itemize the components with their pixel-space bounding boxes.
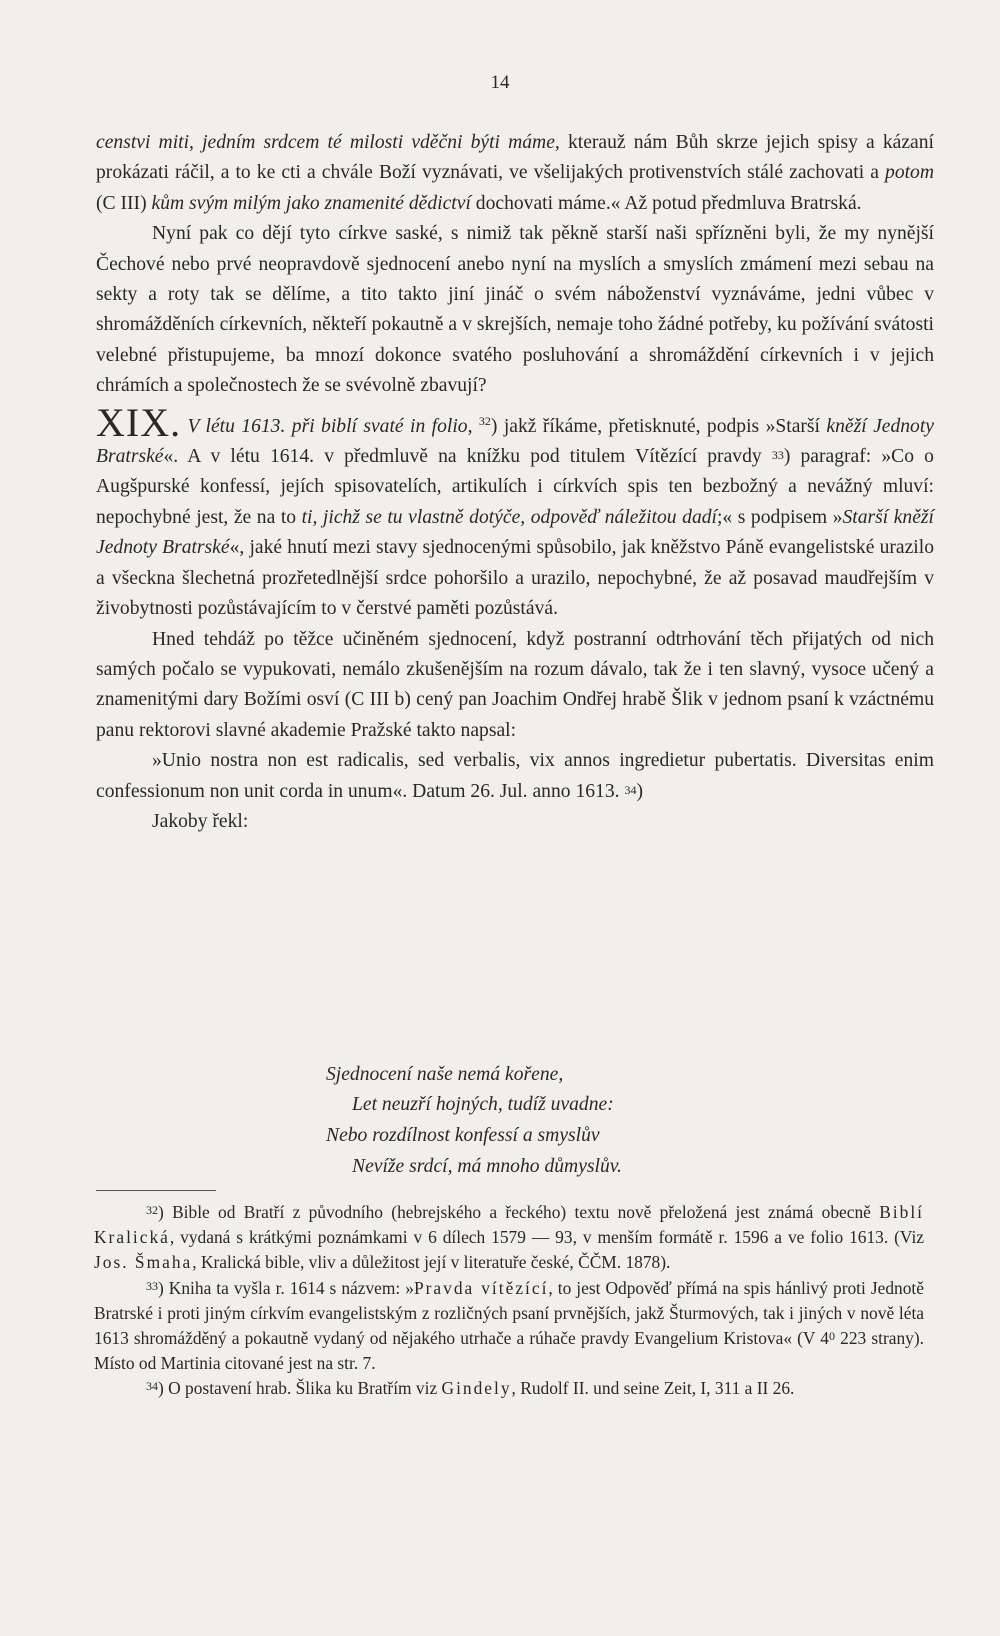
paragraph-jakoby: Jakoby řekl: <box>152 810 249 832</box>
text-run: ) Kniha ta vyšla r. 1614 s názvem: » <box>158 1277 414 1298</box>
footnote-33 <box>94 1276 924 1377</box>
footnote-number: 34 <box>146 1379 158 1394</box>
text-run: ) O postavení hrab. Šlika ku Bratřím viz <box>158 1378 442 1399</box>
verse-line: Nevíže srdcí, má mnoho důmyslův. <box>352 1156 622 1177</box>
italic-phrase: kům svým milým jako znamenité dědictví <box>151 192 471 214</box>
verse-line: Nebo rozdílnost konfessí a smyslův <box>326 1125 600 1146</box>
paragraph-saxon-churches: Nyní pak co dějí tyto církve saské, s nimiž tak pěkně starší naši spřízněni byli, že my nynější Čechové nebo prvé neopravdově sjednocení anebo nyní na myslích a smyslích zmámení mezi sebau na sekty a roty tak se dělíme, a tito takto jiní jináč o svém náboženství vyznáváme, jedni vůbec v shromážděních církevních, někteří pokautně a v skrejších, nemaje toho žádné potřeby, ku požívání svátosti velebné přistupujeme, ba mnozí dokonce svatého posluhování a shromáždění církevních i v jejich chrámích a společnostech že se svévolně zbavují? <box>96 223 934 397</box>
verse-line: Let neuzří hojných, tudíž uvadne: <box>352 1094 614 1115</box>
spaced-term: Pravda vítězící <box>413 1277 549 1298</box>
italic-phrase: censtvi miti, jedním srdcem té milosti vděčni býti máme, <box>96 132 560 153</box>
text-run: 223 strany). Místo od Martinia citované jest na str. 7. <box>94 1328 925 1374</box>
italic-phrase: Starší kněží Jednoty Bratrské <box>96 506 934 559</box>
text-run: , to jest Odpověď přímá na spis hánlivý proti Jednotě Bratrské i proti jiným církvím evangelistským z rozličných psaní prvnějších, jakž Šturmových, tak i jiných v nově léta 1613 shromážděný a pokautně vydaný od nějakého utrhače a rúhače pravdy Evangelium Kristova« (V 4 <box>94 1277 924 1349</box>
italic-phrase: ti, jichž se tu vlastně dotýče, odpověď náležitou dadí <box>301 506 717 528</box>
verse-line: Sjednocení naše nemá kořene, <box>326 1064 564 1085</box>
text-run: kterauž nám Bůh skrze jejich spisy a kázaní prokázati ráčil, a to ke cti a chvále Boží vyznávati, ve všelijakých protivenstvích stálé zachovati a <box>96 132 934 184</box>
footnote-separator <box>96 1190 216 1191</box>
text-run: , Rudolf II. und seine Zeit, I, 311 a II 26. <box>511 1378 795 1399</box>
footnote-ref-34[interactable]: 34 <box>624 782 637 797</box>
footnote-ref-32[interactable]: 32 <box>478 413 491 428</box>
footnote-number: 33 <box>146 1278 158 1293</box>
text-run: «. A v létu 1614. v předmluvě na knížku pod titulem Vítězící pravdy <box>163 446 772 468</box>
footnote-32 <box>94 1200 924 1276</box>
text-run: ) jakž říkáme, přetisknuté, podpis »Starší <box>490 415 827 437</box>
paragraph-xix <box>96 399 934 625</box>
text-run: , Kralická bible, vliv a důležitost její v literatuře české, ČČM. 1878). <box>192 1252 671 1273</box>
text-run: ) Bible od Bratří z původního (hebrejského a řeckého) textu nově přeložená jest známá obecně <box>158 1202 880 1222</box>
footnotes <box>94 1200 924 1402</box>
text-run: dochovati máme.« Až potud předmluva Bratrská. <box>470 192 862 214</box>
text-run: »Unio nostra non est radicalis, sed verbalis, vix annos ingredietur pubertatis. Diversitas enim confessionum non unit corda in unum«. Datum 26. Jul. anno 1613. <box>96 750 934 802</box>
superscript: 0 <box>829 1329 836 1344</box>
footnote-ref-33[interactable]: 33 <box>771 448 784 463</box>
main-text <box>96 128 934 837</box>
italic-phrase: potom <box>885 162 934 184</box>
spaced-term: Jos. Šmaha <box>94 1252 193 1273</box>
spaced-term: Biblí Kralická <box>94 1202 924 1248</box>
paragraph-latin-quote <box>96 746 934 807</box>
text-run: ) paragraf: »Co o Augšpurské konfessí, jejích spisovatelích, artikulích i církvích spis ten bezbožný a nevážný mluví: nepochybné jest, že na to <box>96 446 934 528</box>
section-numeral: XIX. <box>96 399 182 445</box>
italic-phrase: kněží Jednoty Bratrské <box>96 415 934 468</box>
spaced-term: Gindely <box>441 1378 512 1399</box>
italic-phrase: V létu 1613. při biblí svaté in folio, <box>187 415 473 437</box>
page-number: 14 <box>490 72 510 93</box>
paragraph-schlick: Hned tehdáž po těžce učiněném sjednocení, když postranní odtrhování těch přijatých od nich samých počalo se vypukovati, nemálo zkušenějším na rozum dávalo, tak že i ten slavný, vysoce učený a znamenitými dary Božími osví (C III b) cený pan Joachim Ondřej hrabě Šlik v jednom psaní k vzáctnému panu rektorovi slavné akademie Pražské takto napsal: <box>96 628 934 741</box>
footnote-number: 32 <box>146 1203 158 1217</box>
text-run: ) <box>636 780 643 802</box>
footnote-34 <box>94 1376 924 1401</box>
text-run: «, jaké hnutí mezi stavy sjednocenými spůsobilo, jak kněžstvo Páně evangelistské urazilo a všeckna šlechetná prozřetedlnější srdce pohoršilo a urazilo, nepochybné, že až posavad maudřejším v živobytnosti pozůstávajícím to v čerstvé paměti pozůstává. <box>96 537 934 620</box>
text-run: , vydaná s krátkými poznámkami v 6 dílech 1579 — 93, v menším formátě r. 1596 a ve folio 1613. (Viz <box>169 1227 924 1248</box>
text-run: (C III) <box>96 192 152 214</box>
text-run: ;« s podpisem » <box>716 506 843 528</box>
paragraph-preface-end <box>96 128 934 219</box>
